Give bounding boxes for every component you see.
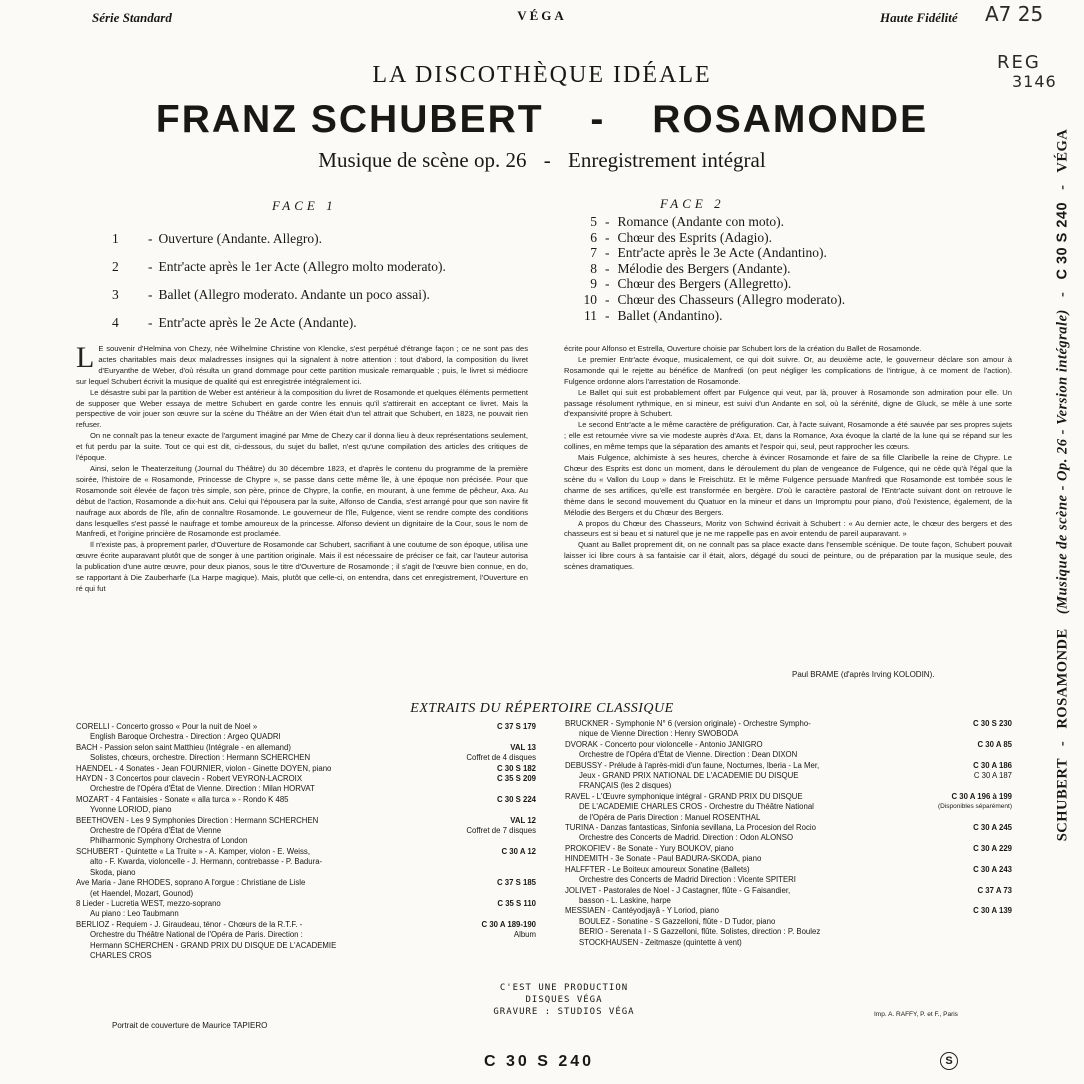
repertoire-entry [76, 774, 536, 795]
spine-description: (Musique de scène - Op. 26 - Version intégrale) [1054, 309, 1071, 615]
track-row: 2 - Entr'acte après le 1er Acte (Allegro molto moderato). [112, 259, 446, 274]
repertoire-line: Au piano : Leo Taubmann [90, 909, 179, 919]
spine-text: SCHUBERT - ROSAMONDE (Musique de scène - Op. 26 - Version intégrale) - C 30 S 240 - VÉGA [1054, 128, 1071, 842]
track-row: 11 - Ballet (Andantino). [584, 307, 723, 323]
repertoire-catalog: C 30 A 85 [977, 739, 1012, 749]
repertoire-catalog: C 30 A 245 [973, 823, 1012, 833]
repertoire-line: MESSIAEN - Cantéyodjayâ - Y Loriod, piano [565, 906, 719, 916]
repertoire-line: nique de Vienne Direction : Henry SWOBODA [579, 729, 739, 739]
repertoire-line: JOLIVET - Pastorales de Noel - J Castagner, flûte - G Faisandier, [565, 885, 791, 895]
repertoire-line: BERIO - Serenata I - S Gazzelloni, flûte. Solistes, direction : P. Boulez [579, 927, 821, 937]
repertoire-title: EXTRAITS DU RÉPERTOIRE CLASSIQUE [410, 701, 674, 716]
repertoire-line: alto - F. Kwarda, violoncelle - J. Hermann, contrebasse - P. Badura- [90, 857, 323, 867]
repertoire-catalog: C 37 S 185 [496, 878, 536, 888]
track-row: 3 - Ballet (Allegro moderato. Andante un poco assai). [112, 287, 430, 302]
repertoire-line: HALFFTER - Le Boiteux amoureux Sonatine (Ballets) [565, 864, 750, 874]
repertoire-line: Ave Maria - Jane RHODES, soprano A l'orgue : Christiane de Lisle [76, 878, 306, 888]
repertoire-catalog: C 30 A 139 [973, 906, 1012, 916]
notes-paragraph: On ne connaît pas la teneur exacte de l'argument imaginé par Mme de Chezy car il donna lieu à deux représentations seulement, et fut perdu par la suite. Tout ce qui est dit, ci-dessous, du sujet du ballet, n'est qu'une compilation des articles des critiques de l'époque. [76, 431, 528, 463]
face2-tracklist [575, 214, 845, 323]
repertoire-line: RAVEL - L'Œuvre symphonique intégral - GRAND PRIX DU DISQUE [565, 791, 803, 801]
track-row: 6 - Chœur des Esprits (Adagio). [590, 229, 772, 245]
repertoire-catalog: C 30 A 243 [973, 864, 1012, 874]
repertoire-catalog: C 37 A 73 [977, 885, 1012, 895]
repertoire-entry [565, 719, 1012, 740]
repertoire-line: Jeux - GRAND PRIX NATIONAL DE L'ACADEMIE DU DISQUE [579, 771, 799, 781]
repertoire-entry [565, 761, 1012, 792]
repertoire-line: Skoda, piano [90, 867, 136, 877]
repertoire-line: DEBUSSY - Prélude à l'après-midi d'un faune, Nocturnes, Iberia - La Mer, [565, 760, 820, 770]
subtitle-separator: - [543, 148, 551, 172]
repertoire-line: FRANÇAIS (les 2 disques) [579, 781, 672, 791]
stamp-number: 3146 [1012, 72, 1057, 91]
repertoire-entry [76, 764, 536, 774]
repertoire-line: Orchestre des Concerts de Madrid Direction : Vicente SPITERI [579, 875, 796, 885]
repertoire-line: STOCKHAUSEN - Zeitmasze (quintette à vent) [579, 937, 742, 947]
subtitle-right: Enregistrement intégral [568, 148, 766, 172]
repertoire-line: BOULEZ - Sonatine - S Gazzelloni, flûte - D Tudor, piano [579, 916, 776, 926]
repertoire-catalog: C 30 A 186 [973, 760, 1012, 770]
repertoire-left [76, 722, 536, 961]
repertoire-line: de l'Opéra de Paris Direction : Manuel ROSENTHAL [579, 812, 761, 822]
spine-brand: VÉGA [1054, 128, 1071, 173]
repertoire-line: HINDEMITH - 3e Sonate - Paul BADURA-SKODA, piano [565, 854, 762, 864]
repertoire-catalog: C 35 S 209 [496, 774, 536, 784]
production-credits [484, 982, 644, 1018]
repertoire-entry [565, 865, 1012, 886]
repertoire-line: Orchestre de l'Opéra d'État de Vienne. Direction : Milan HORVAT [90, 784, 315, 794]
repertoire-catalog-note: Album [513, 930, 536, 940]
main-title [0, 98, 1084, 142]
track-row: 9 - Chœur des Bergers (Allegretto). [590, 276, 792, 292]
repertoire-entry [76, 816, 536, 847]
brand-label: VÉGA [517, 8, 567, 23]
notes-paragraph: écrite pour Alfonso et Estrella, Ouverture choisie par Schubert lors de la création du Ballet de Rosamonde. [564, 344, 922, 353]
repertoire-line: (et Haendel, Mozart, Gounod) [90, 888, 194, 898]
repertoire-entry [76, 920, 536, 962]
repertoire-line: Yvonne LORIOD, piano [90, 805, 172, 815]
repertoire-entry [76, 743, 536, 764]
track-row: 5 - Romance (Andante con moto). [590, 214, 784, 229]
notes-paragraph: Ainsi, selon le Theaterzeitung (Journal du Théâtre) du 30 décembre 1823, et d'après le contenu du programme de la première soirée, l'histoire de « Rosamonde, Princesse de Chypre », se passe dans cette même île, à une époque non précisée. Pour que Rosamonde soit élevée de façon très simple, son père, prince de Chypre, la confie, en mourant, à une femme de pêcheur, Axa. Au début de l'action, Rosamonde a dix-huit ans. Celui qui l'épousera par la suite, Alfonso de Candia, s'est arrangé pour que son navire fit naufrage aux abords de l'île, afin de connaître Rosamonde. Le gouverneur de l'île, Fulgence, vient se rendre compte des conditions dans lesquelles s'est passé le naufrage et tombe amoureux de la princesse. Alfonso devient un dignitaire de la Cour, sous le nom de Manfredi, et l'origine princière de Rosamonde est proclamée. [76, 463, 528, 539]
repertoire-line: Orchestre du Théâtre National de l'Opéra de Paris. Direction : [90, 930, 303, 940]
repertoire-catalog: C 30 A 229 [973, 843, 1012, 853]
repertoire-line: Solistes, chœurs, orchestre. Direction : Hermann SCHERCHEN [90, 753, 311, 763]
repertoire-entry [565, 844, 1012, 854]
repertoire-catalog: C 30 A 12 [501, 846, 536, 856]
repertoire-entry [565, 906, 1012, 948]
notes-paragraph: Le premier Entr'acte évoque, musicalement, ce qui doit suivre. Or, au deuxième acte, le gouverneur déclare son amour à Rosamonde qui le rejette au bénéfice de Manfredi (on peut négliger les complications de l'intrigue, à ce moment de l'action). Fulgence ordonne alors l'arrestation de Rosamonde. [564, 354, 1012, 386]
repertoire-line: BACH - Passion selon saint Matthieu (Intégrale - en allemand) [76, 742, 291, 752]
title-separator: - [590, 98, 606, 141]
subtitle [0, 148, 1084, 173]
spine-work: ROSAMONDE [1054, 628, 1071, 729]
stamp-reg: REG [997, 52, 1041, 73]
repertoire-line: DVORAK - Concerto pour violoncelle - Antonio JANIGRO [565, 739, 763, 749]
printer-credit: Imp. A. RAFFY, P. et F., Paris [874, 1011, 958, 1018]
liner-notes-right [564, 344, 1012, 672]
repertoire-catalog-note: (Disponibles séparément) [937, 803, 1012, 811]
notes-paragraph: L E souvenir d'Helmina von Chezy, née Wilhelmine Christine von Klencke, s'est perpétué d'étrange façon ; ce ne sont pas des actes charitables mais deux maladresses insignes qui la signalent à notre attention : tout d'abord, la composition du livret d'Euryanthe de Weber, d'où résulta un grand dommage pour cette partition musicale remarquable ; puis, le livret si médiocre sur lequel Schubert écrivit la musique de qualité qui est enregistrée intégralement ici. [76, 344, 528, 386]
repertoire-line: CHARLES CROS [90, 950, 152, 960]
repertoire-line: Orchestre de l'Opéra d'État de Vienne. Direction : Dean DIXON [579, 750, 798, 760]
repertoire-line: CORELLI - Concerto grosso « Pour la nuit de Noel » [76, 722, 258, 731]
face1-tracklist [112, 228, 446, 340]
repertoire-entry [76, 847, 536, 878]
spine-composer: SCHUBERT [1054, 758, 1071, 842]
repertoire-line: BERLIOZ - Requiem - J. Giraudeau, ténor - Chœurs de la R.T.F. - [76, 919, 303, 929]
repertoire-catalog: VAL 13 [510, 742, 536, 752]
handwritten-note: A7 25 [985, 2, 1044, 26]
repertoire-line: BEETHOVEN - Les 9 Symphonies Direction : Hermann SCHERCHEN [76, 815, 319, 825]
production-line: GRAVURE : STUDIOS VÉGA [493, 1007, 635, 1017]
spine [1048, 10, 1078, 960]
face2-header: FACE 2 [660, 196, 725, 211]
notes-paragraph: Quant au Ballet proprement dit, on ne connaît pas sa place exacte dans l'ensemble scénique. De toute façon, Schubert pouvait laisser ici libre cours à sa fantaisie car il était, alors, dégagé du souci de peinture, ou de préparation par la musique seule, des scènes dramatiques. [564, 540, 1012, 572]
repertoire-line: DE L'ACADEMIE CHARLES CROS - Orchestre du Théâtre National [579, 802, 814, 812]
notes-signature: Paul BRAME (d'après Irving KOLODIN). [792, 670, 935, 679]
repertoire-entry [565, 823, 1012, 844]
liner-notes-left [76, 344, 528, 694]
repertoire-line: SCHUBERT - Quintette « La Truite » - A. Kamper, violon - E. Weiss, [76, 846, 311, 856]
track-row: 4 - Entr'acte après le 2e Acte (Andante). [112, 315, 357, 330]
composer-name: FRANZ SCHUBERT [155, 98, 544, 141]
catalog-number: C 30 S 240 [484, 1053, 595, 1070]
repertoire-line: Philharmonic Symphony Orchestra of London [90, 836, 248, 846]
track-row: 8 - Mélodie des Bergers (Andante). [590, 260, 791, 276]
track-row: 7 - Entr'acte après le 3e Acte (Andantino). [590, 245, 827, 261]
track-row: 10 - Chœur des Chasseurs (Allegro moderato). [583, 291, 846, 307]
repertoire-line: Hermann SCHERCHEN - GRAND PRIX DU DISQUE DE L'ACADEMIE [90, 940, 337, 950]
collection-title: LA DISCOTHÈQUE IDÉALE [372, 62, 712, 88]
notes-paragraph: Le désastre subi par la partition de Weber est antérieur à la composition du livret de Rosamonde et quelques éléments permettent de supposer que Weber essaya de mettre Schubert en garde contre les ennuis qu'il s'attirerait en acceptant ce livret. Mais la perspective de voir jouer son œuvre sur la scène du Théâtre an der Wien était d'un tel attrait que Schubert, en 1823, ne pouvait rien refuser. [76, 387, 528, 430]
repertoire-catalog: C 35 S 110 [497, 898, 536, 908]
repertoire-line: English Baroque Orchestra - Direction : Argeo QUADRI [90, 732, 281, 742]
track-row: 1 - Ouverture (Andante. Allegro). [112, 231, 322, 246]
repertoire-line: HAYDN - 3 Concertos pour clavecin - Robert VEYRON-LACROIX [76, 774, 303, 784]
repertoire-line: 8 Lieder - Lucretia WEST, mezzo-soprano [76, 898, 221, 908]
repertoire-entry [565, 740, 1012, 761]
repertoire-entry [565, 886, 1012, 907]
fidelity-label: Haute Fidélité [880, 10, 958, 25]
repertoire-entry [565, 792, 1012, 823]
repertoire-entry [76, 878, 536, 899]
subtitle-left: Musique de scène op. 26 [318, 148, 527, 172]
repertoire-catalog: C 30 A 196 à 199 [951, 791, 1012, 801]
cover-portrait-credit: Portrait de couverture de Maurice TAPIERO [112, 1021, 268, 1030]
repertoire-line: Orchestre des Concerts de Madrid. Direction : Odon ALONSO [579, 833, 794, 843]
repertoire-entry [76, 722, 536, 743]
face1-header: FACE 1 [272, 198, 337, 213]
repertoire-entry [565, 854, 1012, 864]
series-label: Série Standard [92, 10, 172, 25]
notes-paragraph: A propos du Chœur des Chasseurs, Moritz von Schwind écrivait à Schubert : « Au dernier acte, le chœur des bergers et des chasseurs est si beau et si naturel que je ne me rappelle pas en avoir entendu de pareil auparavant. » [564, 518, 1012, 539]
repertoire-catalog: C 30 S 224 [496, 794, 536, 804]
production-line: DISQUES VÉGA [525, 995, 603, 1005]
repertoire-line: MOZART - 4 Fantaisies - Sonate « alla turca » - Rondo K 485 [76, 794, 289, 804]
s-circle-icon: S [940, 1052, 958, 1070]
repertoire-catalog: C 37 S 179 [496, 722, 536, 731]
repertoire-line: BRUCKNER - Symphonie N° 6 (version originale) - Orchestre Sympho- [565, 719, 811, 728]
repertoire-line: basson - L. Laskine, harpe [579, 895, 671, 905]
repertoire-catalog-note: Coffret de 7 disques [466, 826, 536, 836]
repertoire-line: Orchestre de l'Opéra d'État de Vienne [90, 826, 222, 836]
notes-paragraph: Mais Fulgence, alchimiste à ses heures, cherche à évincer Rosamonde et faire de sa fille Claribelle la reine de Chypre. Le Chœur des Esprits est donc un moment, dans le déroulement du plan de vengeance de Fulgence, qui ne cède qu'à l'égal que la scène du « Vallon du Loup » dans le Freischütz. Et le même Fulgence persuade Manfredi que Rosamonde est tombée sous le charme de ses artifices, qu'elle est transformée en bergère. D'où le caractère pastoral de l'Entr'acte suivant dont on retrouve le thème dans le second mouvement du Quatuor en la mineur et dans un Impromptu pour piano, d'où l'existence, également, de la Mélodie des Bergers et du Chœur des Bergers. [564, 453, 1012, 517]
notes-paragraph: Il n'existe pas, à proprement parler, d'Ouverture de Rosamonde car Schubert, sacrifiant à une coutume de son époque, utilisa une œuvre écrite auparavant plutôt que de songer à une partition originale. Mais il est nécessaire de préciser ce fait, car l'auteur autorisa la publication d'une autre œuvre, pour deux pianos, sous le titre d'Ouverture de Rosamonde ; il s'agit de l'œuvre bien connue, en do, se rapportant à Die Zauberharfe (La Harpe magique). Mais, plutôt que celle-ci, on entendra, dans cet enregistrement, l'Ouverture en ré qui fut [76, 540, 528, 593]
notes-paragraph: Le Ballet qui suit est probablement offert par Fulgence qui veut, par là, prouver à Rosamonde son admiration pour elle. Un passage résolument rythmique, en si mineur, est suivi d'un Andante en sol, où la sérénité, digne de Gluck, se mêle à une sorte d'expansivité propre à Schubert. [564, 387, 1012, 419]
repertoire-catalog: C 30 S 230 [972, 719, 1012, 728]
repertoire-line: PROKOFIEV - 8e Sonate - Yury BOUKOV, piano [565, 843, 734, 853]
repertoire-line: TURINA - Danzas fantasticas, Sinfonia sevillana, La Procesion del Rocio [565, 823, 816, 833]
dropcap: L [76, 344, 95, 374]
repertoire-catalog-note: Coffret de 4 disques [466, 753, 536, 763]
repertoire-catalog-note: C 30 A 187 [973, 771, 1012, 781]
repertoire-catalog: C 30 S 182 [496, 763, 536, 773]
spine-catalog: C 30 S 240 [1054, 201, 1071, 280]
repertoire-line: HAENDEL - 4 Sonates - Jean FOURNIER, violon - Ginette DOYEN, piano [76, 763, 332, 773]
notes-paragraph: Le second Entr'acte a le même caractère de préfiguration. Car, à l'acte suivant, Rosamonde a été sauvée par ses propres sujets ; elle est retournée vivre sa vie modeste auprès d'Axa. Et, dans la Romance, Axa évoque la clarté de la lune qui se répand sur les collines, en même temps que la séparation des amants et l'espoir qui, seul, peut rapprocher les cœurs. [564, 420, 1012, 452]
production-line: C'EST UNE PRODUCTION [499, 983, 629, 993]
repertoire-catalog: VAL 12 [510, 815, 536, 825]
work-title: ROSAMONDE [652, 98, 929, 141]
repertoire-entry [76, 899, 536, 920]
repertoire-entry [76, 795, 536, 816]
repertoire-catalog: C 30 A 189-190 [481, 919, 536, 929]
repertoire-right [565, 719, 1012, 948]
